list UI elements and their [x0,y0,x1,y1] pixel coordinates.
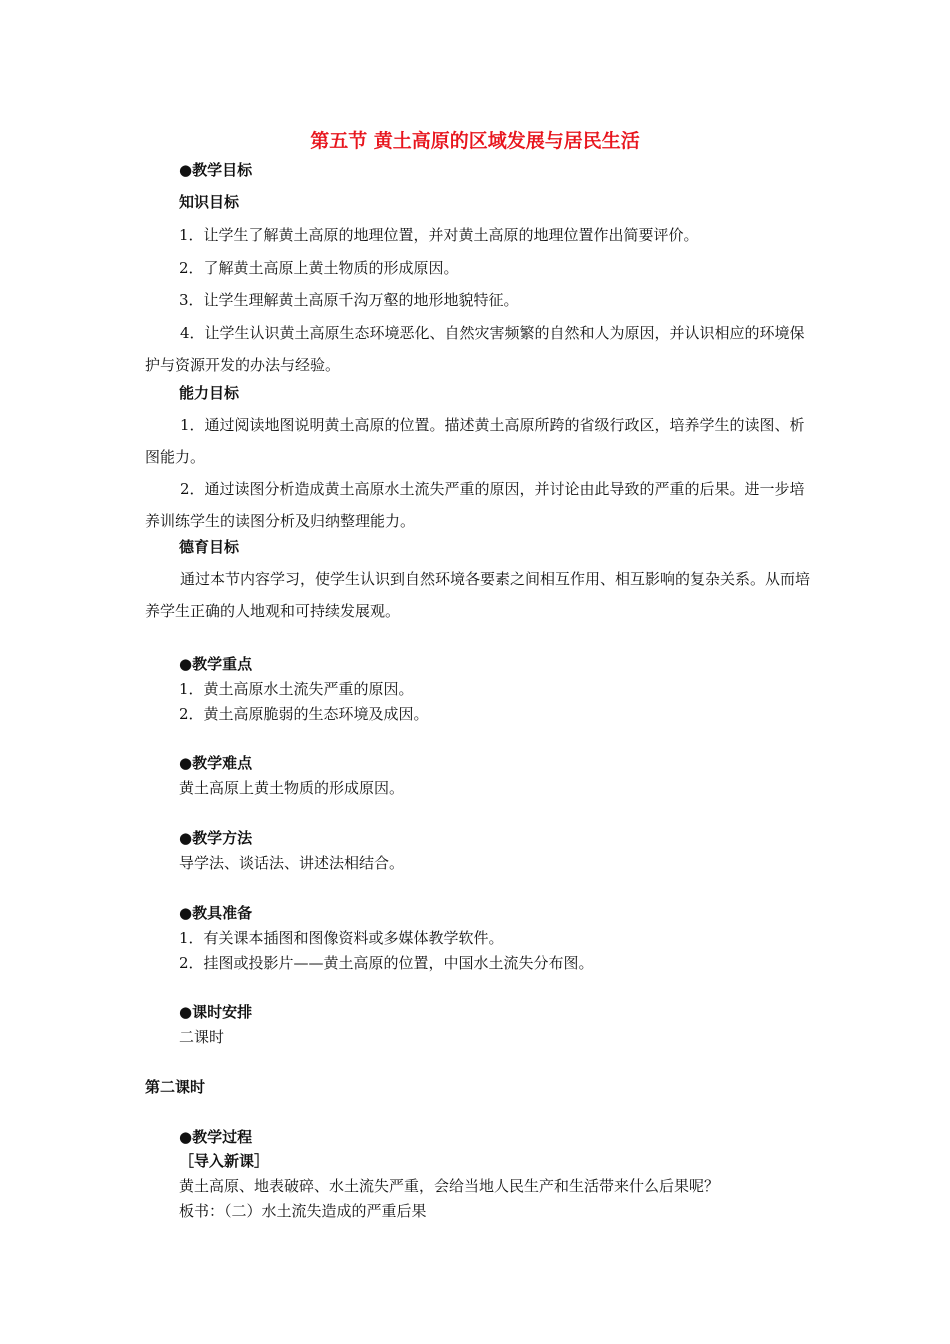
key-point-item: 2．黄土高原脆弱的生态环境及成因。 [179,705,429,723]
knowledge-goal-item: 4．让学生认识黄土高原生态环境恶化、自然灾害频繁的自然和人为原因，并认识相应的环境保护与资源开发的办法与经验。 [145,324,805,374]
goals-heading: ●教学目标 [179,161,253,179]
ability-goals-heading: 能力目标 [179,384,240,402]
knowledge-goals-heading: 知识目标 [179,193,240,211]
process-line: 板书：（二）水土流失造成的严重后果 [179,1202,427,1220]
tool-item: 2．挂图或投影片——黄土高原的位置，中国水土流失分布图。 [179,954,594,972]
intro-label: ［导入新课］ [179,1152,270,1170]
knowledge-goal-item: 3．让学生理解黄土高原千沟万壑的地形地貌特征。 [179,291,519,309]
ability-goal-item: 2．通过读图分析造成黄土高原水土流失严重的原因，并讨论由此导致的严重的后果。进一步培养训练学生的读图分析及归纳整理能力。 [145,480,805,530]
moral-goal-text: 通过本节内容学习，使学生认识到自然环境各要素之间相互作用、相互影响的复杂关系。从而培养学生正确的人地观和可持续发展观。 [145,570,811,620]
method-heading: ●教学方法 [179,829,253,847]
ability-goal-item: 1．通过阅读地图说明黄土高原的位置。描述黄土高原所跨的省级行政区，培养学生的读图、析图能力。 [145,416,805,466]
schedule-heading: ●课时安排 [179,1003,253,1021]
document-title: 第五节 黄土高原的区域发展与居民生活 [310,130,640,152]
key-points-heading: ●教学重点 [179,655,253,673]
difficulty-heading: ●教学难点 [179,754,253,772]
process-heading: ●教学过程 [179,1128,253,1146]
moral-goals-heading: 德育目标 [179,538,240,556]
knowledge-goal-item: 1．让学生了解黄土高原的地理位置，并对黄土高原的地理位置作出简要评价。 [179,226,699,244]
knowledge-goal-item: 2．了解黄土高原上黄土物质的形成原因。 [179,259,459,277]
key-point-item: 1．黄土高原水土流失严重的原因。 [179,680,414,698]
process-line: 黄土高原、地表破碎、水土流失严重，会给当地人民生产和生活带来什么后果呢？ [179,1177,720,1195]
tool-item: 1．有关课本插图和图像资料或多媒体教学软件。 [179,929,504,947]
schedule-text: 二课时 [179,1028,225,1046]
lesson-title: 第二课时 [145,1078,206,1096]
tools-heading: ●教具准备 [179,904,253,922]
method-text: 导学法、谈话法、讲述法相结合。 [179,854,405,872]
difficulty-text: 黄土高原上黄土物质的形成原因。 [179,779,405,797]
